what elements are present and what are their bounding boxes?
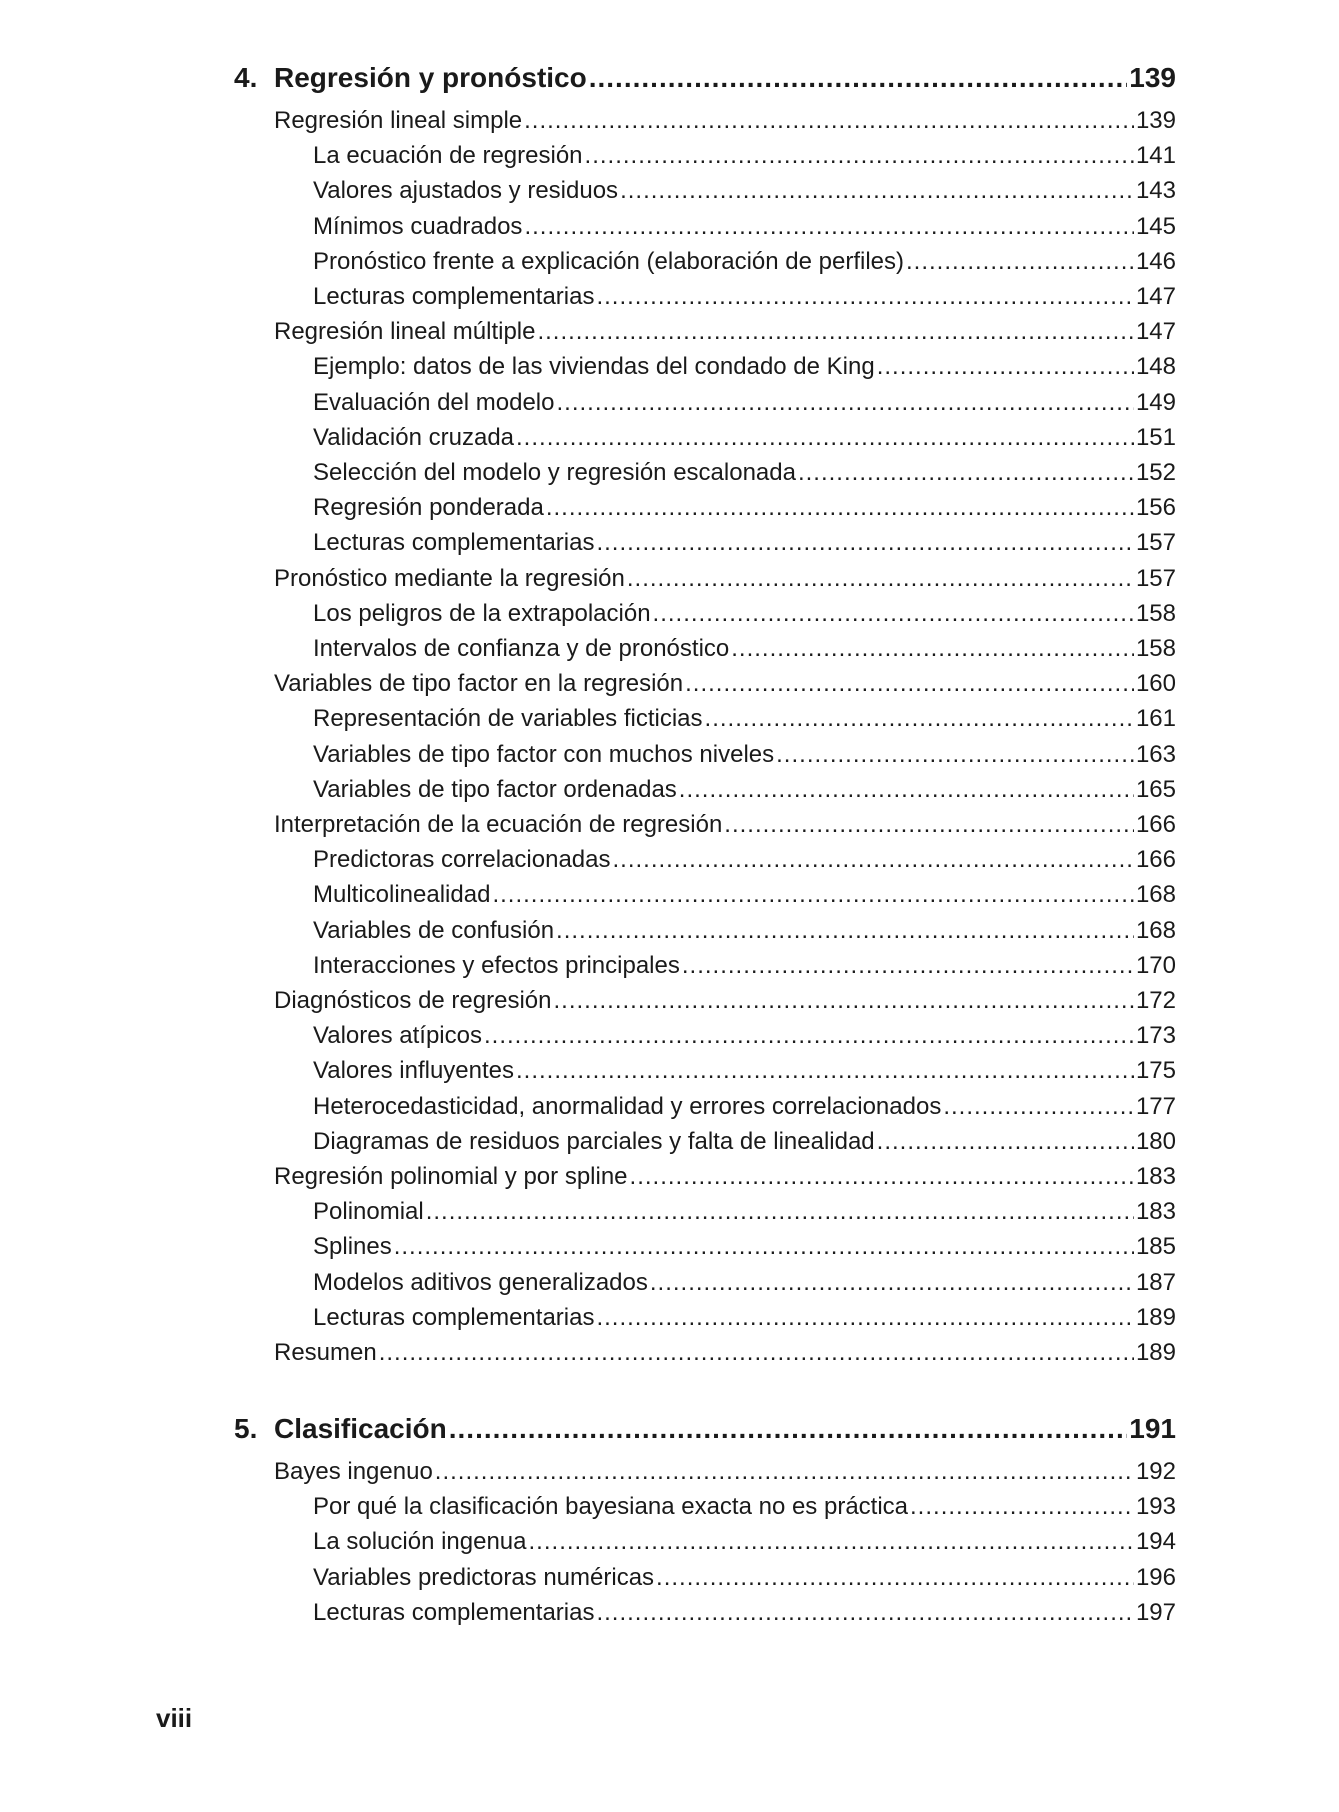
- toc-subsection[interactable]: [313, 635, 1176, 663]
- toc-subsection[interactable]: [313, 1493, 1176, 1521]
- entry-title: Lecturas complementarias: [313, 283, 595, 310]
- dot-leader: [557, 389, 1134, 417]
- toc-subsection[interactable]: [313, 424, 1176, 452]
- toc-subsection[interactable]: [313, 705, 1176, 733]
- entry-title: Evaluación del modelo: [313, 388, 555, 416]
- toc-subsection[interactable]: [313, 846, 1176, 874]
- entry-title: Predictoras correlacionadas: [313, 846, 611, 874]
- dot-leader: [554, 987, 1134, 1015]
- dot-leader: [776, 741, 1134, 769]
- dot-leader: [630, 1163, 1134, 1191]
- entry-title: Regresión ponderada: [313, 494, 544, 522]
- dot-leader: [627, 565, 1134, 593]
- entry-title: Diagnósticos de regresión: [274, 987, 552, 1014]
- entry-page: 192: [1135, 1458, 1176, 1485]
- toc-section[interactable]: [274, 670, 1176, 698]
- entry-page: 152: [1135, 459, 1176, 486]
- toc-subsection[interactable]: [313, 1564, 1176, 1592]
- entry-title: Valores influyentes: [313, 1057, 514, 1085]
- dot-leader: [679, 776, 1134, 804]
- dot-leader: [516, 424, 1134, 452]
- entry-title: Modelos aditivos generalizados: [313, 1268, 648, 1296]
- dot-leader: [877, 1128, 1134, 1156]
- toc-subsection[interactable]: [313, 1233, 1176, 1261]
- dot-leader: [537, 318, 1133, 346]
- entry-title: Pronóstico frente a explicación (elaboración de perfiles): [313, 247, 904, 275]
- entry-title: Intervalos de confianza y de pronóstico: [313, 635, 730, 662]
- toc-subsection[interactable]: [313, 142, 1176, 170]
- toc-subsection[interactable]: [313, 353, 1176, 381]
- entry-page: 166: [1135, 846, 1176, 874]
- entry-title: Regresión lineal simple: [274, 107, 523, 134]
- dot-leader: [612, 846, 1133, 874]
- entry-title: Variables de confusión: [313, 916, 555, 944]
- entry-page: 185: [1135, 1233, 1176, 1261]
- entry-page: 146: [1135, 247, 1176, 275]
- chapter-number: 5.: [234, 1413, 258, 1444]
- dot-leader: [877, 353, 1134, 381]
- dot-leader: [650, 1269, 1134, 1297]
- toc-section[interactable]: [274, 318, 1176, 346]
- entry-title: Selección del modelo y regresión escalonada: [313, 459, 796, 486]
- entry-title: La ecuación de regresión: [313, 142, 583, 170]
- dot-leader: [620, 177, 1134, 205]
- page-number: viii: [156, 1703, 193, 1733]
- toc-subsection[interactable]: [313, 600, 1176, 628]
- toc-subsection[interactable]: [313, 1022, 1176, 1050]
- toc-section[interactable]: [274, 107, 1176, 135]
- entry-page: 158: [1135, 599, 1176, 627]
- dot-leader: [524, 107, 1134, 135]
- toc-subsection[interactable]: [313, 741, 1176, 769]
- toc-subsection[interactable]: [313, 1198, 1176, 1226]
- entry-title: Variables de tipo factor con muchos niveles: [313, 740, 775, 768]
- entry-title: Heterocedasticidad, anormalidad y errores correlacionados: [313, 1092, 942, 1120]
- entry-page: 145: [1135, 212, 1176, 240]
- entry-title: Mínimos cuadrados: [313, 212, 523, 240]
- entry-title: Regresión polinomial y por spline: [274, 1163, 628, 1190]
- toc-subsection[interactable]: [313, 177, 1176, 205]
- dot-leader: [435, 1458, 1134, 1486]
- entry-title: Variables predictoras numéricas: [313, 1563, 655, 1591]
- dot-leader: [596, 283, 1133, 311]
- entry-page: 149: [1135, 388, 1176, 416]
- toc-subsection[interactable]: [313, 776, 1176, 804]
- entry-page: 139: [1135, 107, 1176, 134]
- entry-page: 166: [1135, 811, 1176, 838]
- entry-title: Los peligros de la extrapolación: [313, 599, 651, 627]
- entry-title: Ejemplo: datos de las viviendas del condado de King: [313, 353, 875, 381]
- dot-leader: [589, 62, 1128, 94]
- entry-title: Interpretación de la ecuación de regresión: [274, 811, 723, 838]
- toc-chapter[interactable]: [234, 62, 1176, 94]
- toc-subsection[interactable]: [313, 529, 1176, 557]
- toc-subsection[interactable]: [313, 494, 1176, 522]
- toc-subsection[interactable]: [313, 1269, 1176, 1297]
- entry-title: Por qué la clasificación bayesiana exacta no es práctica: [313, 1493, 909, 1521]
- entry-page: 147: [1135, 283, 1176, 310]
- entry-page: 160: [1135, 670, 1176, 698]
- toc-section[interactable]: [274, 811, 1176, 839]
- entry-title: Representación de variables ficticias: [313, 705, 703, 733]
- entry-page: 194: [1135, 1528, 1176, 1556]
- dot-leader: [585, 142, 1134, 170]
- entry-title: Lecturas complementarias: [313, 1598, 595, 1626]
- entry-page: 180: [1135, 1127, 1176, 1155]
- dot-leader: [731, 635, 1134, 663]
- toc-subsection[interactable]: [313, 389, 1176, 417]
- entry-title: Pronóstico mediante la regresión: [274, 564, 625, 592]
- chapter-title: Regresión y pronóstico: [274, 62, 587, 93]
- entry-title: Resumen: [274, 1339, 377, 1366]
- dot-leader: [653, 600, 1134, 628]
- entry-page: 161: [1135, 705, 1176, 733]
- entry-title: La solución ingenua: [313, 1528, 527, 1556]
- entry-page: 193: [1135, 1493, 1176, 1521]
- dot-leader: [910, 1493, 1134, 1521]
- chapter-number: 4.: [234, 62, 258, 93]
- toc-subsection[interactable]: [313, 1599, 1176, 1627]
- dot-leader: [524, 213, 1134, 241]
- entry-page: 163: [1135, 740, 1176, 768]
- entry-page: 168: [1135, 881, 1176, 909]
- dot-leader: [546, 494, 1134, 522]
- dot-leader: [798, 459, 1134, 487]
- toc-section[interactable]: [274, 1339, 1176, 1367]
- toc-subsection[interactable]: [313, 1528, 1176, 1556]
- entry-page: 170: [1135, 951, 1176, 979]
- toc-subsection[interactable]: [313, 213, 1176, 241]
- chapter-title: Clasificación: [274, 1413, 447, 1444]
- toc-subsection[interactable]: [313, 917, 1176, 945]
- toc-section[interactable]: [274, 987, 1176, 1015]
- entry-page: 157: [1135, 564, 1176, 592]
- dot-leader: [656, 1564, 1134, 1592]
- dot-leader: [449, 1413, 1128, 1445]
- toc-subsection[interactable]: [313, 952, 1176, 980]
- toc-section[interactable]: [274, 565, 1176, 593]
- toc-subsection[interactable]: [313, 283, 1176, 311]
- entry-page: 187: [1135, 1268, 1176, 1296]
- entry-page: 173: [1135, 1022, 1176, 1050]
- entry-title: Bayes ingenuo: [274, 1458, 433, 1485]
- toc-subsection[interactable]: [313, 881, 1176, 909]
- entry-page: 148: [1135, 353, 1176, 381]
- toc-subsection[interactable]: [313, 1128, 1176, 1156]
- dot-leader: [596, 529, 1133, 557]
- entry-title: Splines: [313, 1233, 392, 1261]
- toc-chapter[interactable]: [234, 1413, 1176, 1445]
- dot-leader: [724, 811, 1134, 839]
- entry-title: Variables de tipo factor en la regresión: [274, 670, 684, 698]
- dot-leader: [556, 917, 1134, 945]
- chapter-page: 191: [1129, 1413, 1176, 1444]
- entry-page: 172: [1135, 987, 1176, 1014]
- entry-title: Interacciones y efectos principales: [313, 951, 680, 979]
- toc-subsection[interactable]: [313, 1304, 1176, 1332]
- toc-subsection[interactable]: [313, 1057, 1176, 1085]
- entry-title: Lecturas complementarias: [313, 529, 595, 557]
- toc-subsection[interactable]: [313, 459, 1176, 487]
- entry-page: 147: [1135, 318, 1176, 346]
- entry-page: 151: [1135, 423, 1176, 451]
- dot-leader: [484, 1022, 1134, 1050]
- dot-leader: [596, 1599, 1133, 1627]
- entry-page: 156: [1135, 494, 1176, 522]
- entry-page: 189: [1135, 1339, 1176, 1366]
- dot-leader: [596, 1304, 1133, 1332]
- toc-section[interactable]: [274, 1163, 1176, 1191]
- dot-leader: [492, 881, 1134, 909]
- dot-leader: [529, 1528, 1134, 1556]
- dot-leader: [426, 1198, 1134, 1226]
- toc-section[interactable]: [274, 1458, 1176, 1486]
- entry-title: Variables de tipo factor ordenadas: [313, 775, 677, 803]
- dot-leader: [906, 248, 1134, 276]
- entry-page: 157: [1135, 529, 1176, 557]
- entry-title: Valores atípicos: [313, 1022, 482, 1050]
- entry-page: 143: [1135, 177, 1176, 205]
- entry-page: 141: [1135, 142, 1176, 170]
- dot-leader: [685, 670, 1134, 698]
- entry-page: 196: [1135, 1563, 1176, 1591]
- entry-page: 177: [1135, 1092, 1176, 1120]
- entry-page: 189: [1135, 1303, 1176, 1331]
- dot-leader: [394, 1233, 1134, 1261]
- dot-leader: [682, 952, 1134, 980]
- entry-page: 183: [1135, 1163, 1176, 1190]
- entry-title: Validación cruzada: [313, 423, 515, 451]
- entry-page: 175: [1135, 1057, 1176, 1085]
- entry-page: 158: [1135, 635, 1176, 662]
- entry-title: Regresión lineal múltiple: [274, 318, 536, 346]
- entry-title: Valores ajustados y residuos: [313, 177, 619, 205]
- entry-title: Multicolinealidad: [313, 881, 491, 909]
- dot-leader: [943, 1093, 1134, 1121]
- entry-title: Lecturas complementarias: [313, 1303, 595, 1331]
- toc-subsection[interactable]: [313, 248, 1176, 276]
- entry-page: 183: [1135, 1198, 1176, 1226]
- entry-title: Diagramas de residuos parciales y falta de linealidad: [313, 1127, 875, 1155]
- dot-leader: [705, 705, 1134, 733]
- entry-page: 165: [1135, 775, 1176, 803]
- toc-subsection[interactable]: [313, 1093, 1176, 1121]
- entry-page: 168: [1135, 916, 1176, 944]
- entry-page: 197: [1135, 1598, 1176, 1626]
- entry-title: Polinomial: [313, 1198, 424, 1226]
- dot-leader: [516, 1057, 1134, 1085]
- chapter-page: 139: [1129, 62, 1176, 93]
- dot-leader: [379, 1339, 1134, 1367]
